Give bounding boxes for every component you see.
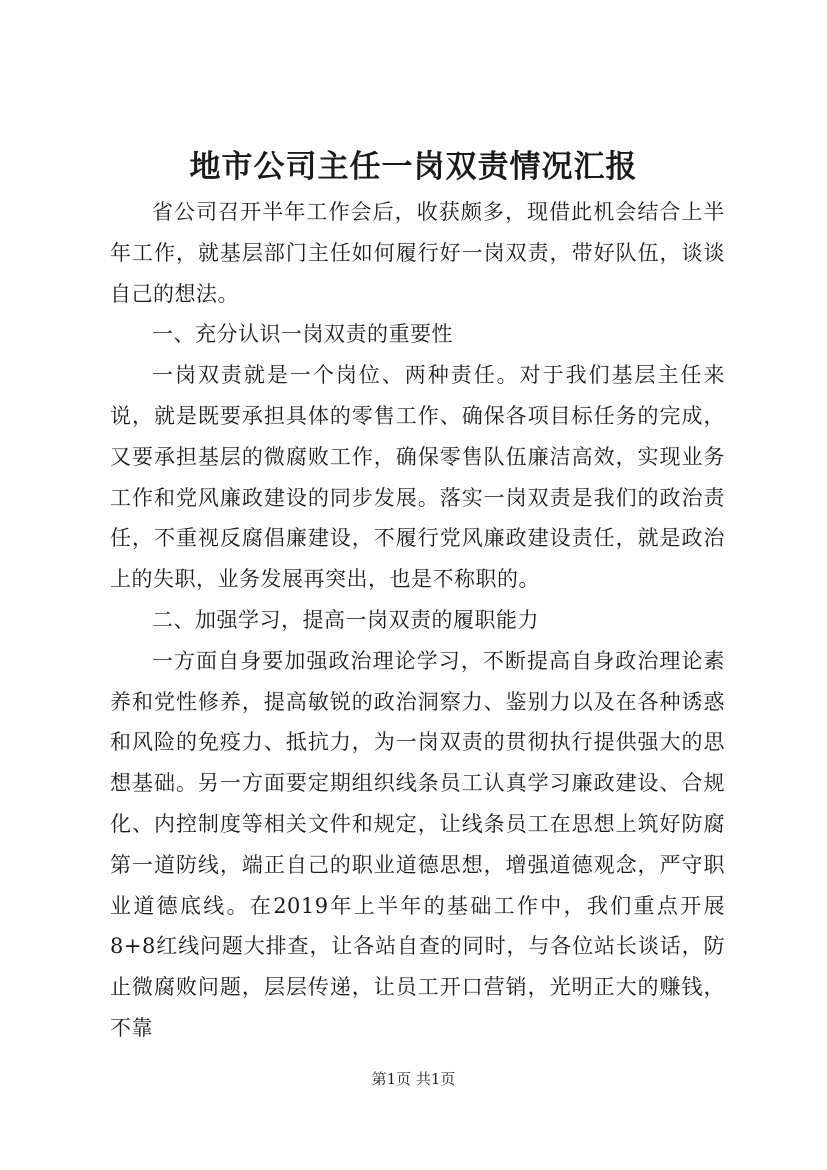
document-title: 地市公司主任一岗双责情况汇报 <box>189 149 638 185</box>
paragraph-section-2: 一方面自身要加强政治理论学习，不断提高自身政治理论素养和党性修养，提高敏锐的政治洞察力、鉴别力以及在各种诱惑和风险的免疫力、抵抗力，为一岗双责的贯彻执行提供强大的思想基础。另一方面要定期组织线条员工认真学习廉政建设、合规化、内控制度等相关文件和规定，让线条员工在思想上筑好防腐第一道防线，端正自己的职业道德思想，增强道德观念，严守职业道德底线。在2019年上半年的基础工作中，我们重点开展8+8红线问题大排查，让各站自查的同时，与各位站长谈话，防止微腐败问题，层层传递，让员工开口营销，光明正大的赚钱，不靠 <box>110 648 725 1040</box>
document-body <box>110 192 725 1049</box>
section-heading-1: 一、充分认识一岗双责的重要性 <box>152 322 453 347</box>
paragraph-section-1: 一岗双责就是一个岗位、两种责任。对于我们基层主任来说，就是既要承担具体的零售工作、确保各项目标任务的完成，又要承担基层的微腐败工作，确保零售队伍廉洁高效，实现业务工作和党风廉政建设的同步发展。落实一岗双责是我们的政治责任，不重视反腐倡廉建设，不履行党风廉政建设责任，就是政治上的失职，业务发展再突出，也是不称职的。 <box>110 363 725 592</box>
page-footer: 第1页 共1页 <box>371 1070 456 1088</box>
section-heading-2: 二、加强学习，提高一岗双责的履职能力 <box>152 607 539 632</box>
paragraph-intro: 省公司召开半年工作会后，收获颇多，现借此机会结合上半年工作，就基层部门主任如何履行好一岗双责，带好队伍，谈谈自己的想法。 <box>110 200 725 306</box>
